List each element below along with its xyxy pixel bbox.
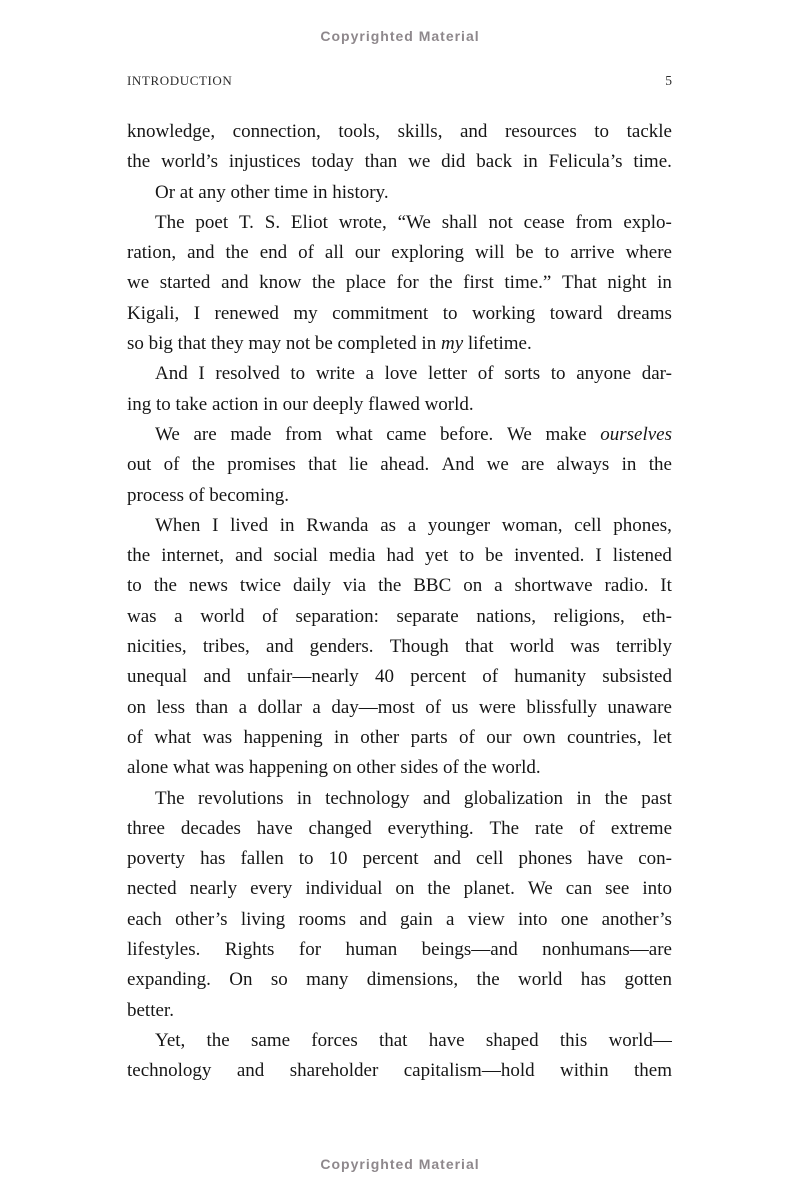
text-line: of what was happening in other parts of our own countries, let <box>127 726 672 748</box>
copyright-notice-top: Copyrighted Material <box>320 28 480 44</box>
running-header <box>127 73 672 89</box>
text-line: process of becoming. <box>127 484 289 506</box>
text-line: alone what was happening on other sides of the world. <box>127 757 541 779</box>
text-line: each other’s living rooms and gain a view into one another’s <box>127 908 672 930</box>
text-line: was a world of separation: separate nations, religions, eth- <box>127 605 672 627</box>
text-line: we started and know the place for the first time.” That night in <box>127 272 672 294</box>
text-line: expanding. On so many dimensions, the world has gotten <box>127 969 672 991</box>
copyright-notice-bottom: Copyrighted Material <box>320 1156 480 1172</box>
text-line: The poet T. S. Eliot wrote, “We shall not cease from explo- <box>155 211 672 233</box>
text-line: And I resolved to write a love letter of sorts to anyone dar- <box>155 363 672 385</box>
text-line: better. <box>127 999 174 1021</box>
page-number: 5 <box>665 73 672 88</box>
text-line: three decades have changed everything. The rate of extreme <box>127 817 672 839</box>
text-line: unequal and unfair—nearly 40 percent of humanity subsisted <box>127 666 672 688</box>
text-line: When I lived in Rwanda as a younger woman, cell phones, <box>155 514 672 536</box>
text-line: knowledge, connection, tools, skills, and resources to tackle <box>127 121 672 142</box>
text-line: poverty has fallen to 10 percent and cell phones have con- <box>127 848 672 870</box>
text-line: lifestyles. Rights for human beings—and nonhumans—are <box>127 939 672 961</box>
text-line: the internet, and social media had yet to be invented. I listened <box>127 545 672 567</box>
text-line: The revolutions in technology and globalization in the past <box>155 787 672 809</box>
text-line: the world’s injustices today than we did back in Felicula’s time. <box>127 151 672 173</box>
text-line: nicities, tribes, and genders. Though that world was terribly <box>127 636 672 658</box>
text-line: Kigali, I renewed my commitment to working toward dreams <box>127 302 672 324</box>
text-line: so big that they may not be completed in my lifetime. <box>127 333 532 355</box>
text-line: to the news twice daily via the BBC on a shortwave radio. It <box>127 575 672 597</box>
text-line: out of the promises that lie ahead. And we are always in the <box>127 454 672 476</box>
text-line: nected nearly every individual on the planet. We can see into <box>127 878 672 900</box>
text-line: Or at any other time in history. <box>155 181 389 203</box>
text-line: ration, and the end of all our exploring will be to arrive where <box>127 242 672 264</box>
text-line: technology and shareholder capitalism—hold within them <box>127 1060 672 1082</box>
text-line: on less than a dollar a day—most of us were blissfully unaware <box>127 696 672 718</box>
page-text <box>127 117 672 1087</box>
chapter-title: INTRODUCTION <box>127 73 233 88</box>
text-line: We are made from what came before. We make ourselves <box>155 423 672 445</box>
text-line: Yet, the same forces that have shaped this world— <box>155 1029 672 1051</box>
text-line: ing to take action in our deeply flawed world. <box>127 393 474 415</box>
